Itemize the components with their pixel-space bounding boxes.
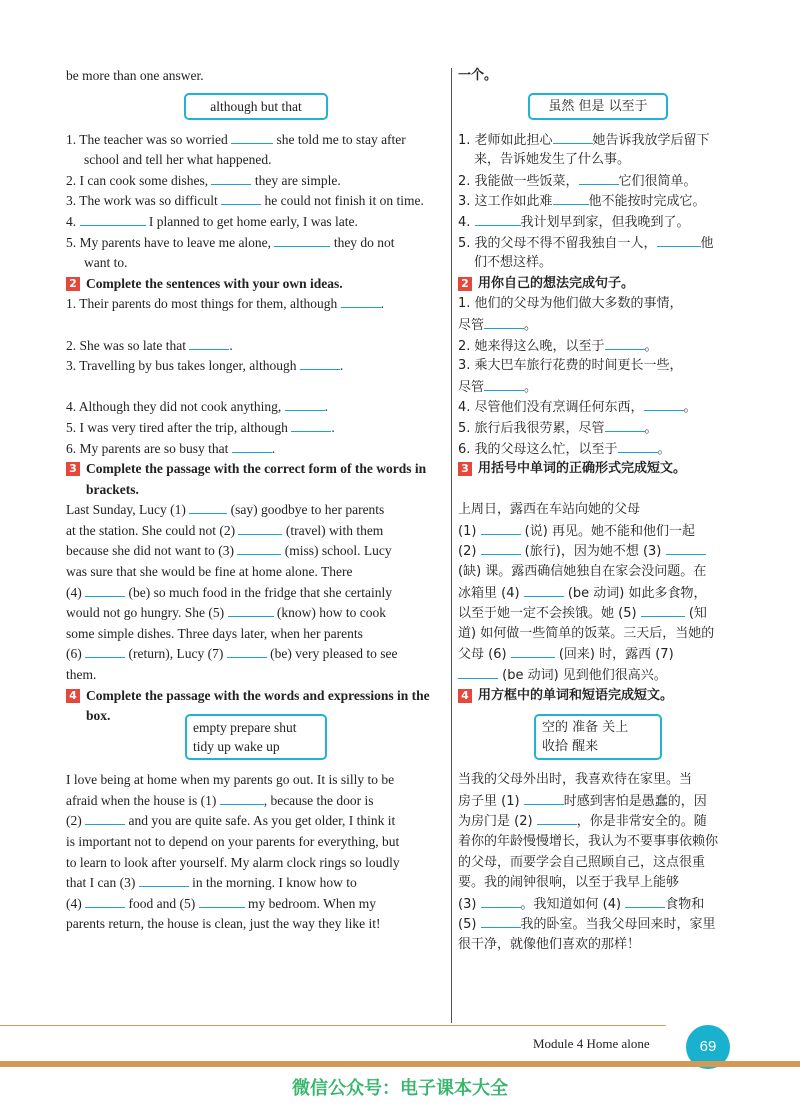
answer-blank[interactable] [189, 500, 227, 514]
answer-blank[interactable] [85, 811, 125, 825]
word-box-4-cn [534, 714, 662, 760]
passage-4-line: parents return, the house is clean, just the way they like it! [66, 916, 381, 932]
sentence-2-cn: 2. 我能做一些饭菜， 它们很简单。 [458, 171, 738, 192]
idea-1: 1. Their parents do most things for them, although . [66, 296, 384, 312]
intro-line: 一个。 [458, 68, 498, 83]
footer-rule [0, 1025, 666, 1026]
answer-blank[interactable] [300, 356, 340, 370]
idea-4: 4. Although they did not cook anything, . [66, 399, 328, 415]
answer-blank[interactable] [232, 439, 272, 453]
passage-4-cn-line: 房子里 (1) 时感到害怕是愚蠢的，因 [458, 791, 738, 812]
english-column [66, 66, 446, 935]
idea-3: 3. Travelling by bus takes longer, although . [66, 358, 344, 374]
answer-blank[interactable] [85, 583, 125, 597]
passage-3-line: because she did not want to (3) (miss) school. Lucy [66, 543, 392, 559]
section-4-heading: 4 Complete the passage with the words and expressions in the box. [66, 686, 446, 707]
idea-6-cn: 6. 我的父母这么忙，以至于 。 [458, 439, 738, 460]
answer-blank[interactable] [481, 894, 521, 908]
section-number-badge: 4 [458, 689, 472, 703]
sentence-3: 3. The work was so difficult he could not finish it on time. [66, 193, 424, 209]
answer-blank[interactable] [481, 914, 521, 928]
sentence-5-cont: want to. [84, 255, 128, 271]
word-box-1-cn: 虽然 但是 以至于 [528, 93, 668, 120]
passage-4-cn-line: 要。我的闹钟很响，以至于我早上能够 [458, 875, 680, 891]
passage-4-line: afraid when the house is (1) , because the door is [66, 792, 374, 808]
page-number: 69 [686, 1025, 730, 1069]
module-title: Module 4 Home alone [533, 1036, 650, 1051]
idea-2: 2. She was so late that . [66, 337, 233, 353]
answer-blank[interactable] [189, 336, 229, 350]
answer-blank[interactable] [605, 336, 645, 350]
answer-blank[interactable] [139, 873, 189, 887]
section-number-badge: 3 [66, 462, 80, 476]
answer-blank[interactable] [211, 171, 251, 185]
sentence-5-cn-cont: 们不想这样。 [474, 255, 553, 271]
answer-blank[interactable] [618, 439, 658, 453]
sentence-1-cont: school and tell her what happened. [84, 152, 272, 168]
section-3-heading: 3 Complete the passage with the correct form of the words in brackets. [66, 459, 446, 500]
word-box-1: although but that [184, 93, 328, 120]
box-line: 收拾 醒来 [542, 739, 599, 755]
passage-3-line: Last Sunday, Lucy (1) (say) goodbye to her parents [66, 502, 385, 518]
passage-3-cn-line: (缺) 课。露西确信她独自在家会没问题。在 [458, 564, 707, 580]
answer-blank[interactable] [228, 603, 274, 617]
idea-6: 6. My parents are so busy that . [66, 440, 276, 456]
passage-3-cn-line: 道) 如何做一些简单的饭菜。三天后，当她的 [458, 625, 715, 641]
idea-2-cn: 2. 她来得这么晚，以至于 。 [458, 336, 738, 357]
passage-3-cn-line: 上周日，露西在车站向她的父母 [458, 502, 641, 518]
passage-4-cn-line: 着你的年龄慢慢增长，我认为不要事事依赖你 [458, 834, 719, 849]
passage-3-line: some simple dishes. Three days later, when her parents [66, 625, 363, 641]
answer-blank[interactable] [85, 644, 125, 658]
column-divider [451, 68, 452, 1023]
answer-blank[interactable] [85, 894, 125, 908]
sentence-5: 5. My parents have to leave me alone, they do not [66, 234, 395, 250]
answer-blank[interactable] [341, 294, 381, 308]
passage-3-line: (6) (return), Lucy (7) (be) very pleased to see [66, 646, 398, 662]
section-number-badge: 2 [458, 277, 472, 291]
idea-3-cn: 3. 乘大巴车旅行花费的时间更长一些， [458, 358, 683, 374]
section-2-heading: 2 Complete the sentences with your own ideas. [66, 274, 446, 295]
answer-blank[interactable] [511, 644, 555, 658]
answer-blank[interactable] [484, 377, 524, 391]
answer-blank[interactable] [237, 541, 281, 555]
passage-3-line: them. [66, 667, 97, 683]
answer-blank[interactable] [231, 130, 273, 144]
passage-3-line: at the station. She could not (2) (travel) with them [66, 522, 384, 538]
passage-4-cn-line: 的父母，而要学会自己照顾自己，这点很重 [458, 854, 706, 870]
section-4-heading-cn: 4 用方框中的单词和短语完成短文。 [458, 686, 738, 707]
answer-blank[interactable] [657, 233, 701, 247]
passage-3-cn-line: (2) (旅行)，因为她不想 (3) [458, 541, 738, 562]
sentence-2: 2. I can cook some dishes, they are simple. [66, 172, 341, 188]
sentence-1-cn: 1. 老师如此担心 她告诉我放学后留下 [458, 130, 738, 151]
footer-band [0, 1061, 800, 1067]
answer-blank[interactable] [537, 811, 577, 825]
answer-blank[interactable] [553, 130, 593, 144]
chinese-column [458, 66, 738, 956]
passage-3-cn-line: 以至于她一定不会挨饿。她 (5) (知 [458, 603, 738, 624]
answer-blank[interactable] [220, 791, 264, 805]
idea-4-cn: 4. 尽管他们没有烹调任何东西， 。 [458, 397, 738, 418]
sentence-4: 4. I planned to get home early, I was late. [66, 213, 358, 229]
idea-1-cn: 1. 他们的父母为他们做大多数的事情， [458, 296, 683, 312]
section-3-heading-cn: 3 用括号中单词的正确形式完成短文。 [458, 459, 738, 480]
answer-blank[interactable] [475, 212, 521, 226]
passage-4-cn-line: (3) 。我知道如何 (4) 食物和 [458, 894, 738, 915]
passage-3-cn-line: (be 动词) 见到他们很高兴。 [458, 665, 738, 686]
box-line: tidy up wake up [193, 739, 280, 755]
answer-blank[interactable] [227, 644, 267, 658]
answer-blank[interactable] [625, 894, 665, 908]
answer-blank[interactable] [199, 894, 245, 908]
sentence-4-cn: 4. 我计划早到家，但我晚到了。 [458, 212, 738, 233]
section-2-heading-cn: 2 用你自己的想法完成句子。 [458, 274, 738, 295]
sentence-3-cn: 3. 这工作如此难 他不能按时完成它。 [458, 191, 738, 212]
answer-blank[interactable] [579, 171, 619, 185]
idea-1-cn-cont: 尽管 。 [458, 315, 738, 336]
answer-blank[interactable] [458, 665, 498, 679]
passage-3-cn-line: 父母 (6) (回来) 时，露西 (7) [458, 644, 738, 665]
passage-4-line: I love being at home when my parents go out. It is silly to be [66, 772, 395, 788]
answer-blank[interactable] [524, 791, 564, 805]
passage-3-line: (4) (be) so much food in the fridge that she certainly [66, 584, 393, 600]
passage-3-line: would not go hungry. She (5) (know) how to cook [66, 605, 386, 621]
sentence-1-cn-cont: 来，告诉她发生了什么事。 [474, 152, 631, 168]
answer-blank[interactable] [666, 541, 706, 555]
passage-4-line: (2) and you are quite safe. As you get older, I think it [66, 813, 396, 829]
answer-blank[interactable] [641, 603, 685, 617]
answer-blank[interactable] [285, 397, 325, 411]
answer-blank[interactable] [481, 541, 521, 555]
passage-4-line: to learn to look after yourself. My alarm clock rings so loudly [66, 854, 400, 870]
answer-blank[interactable] [274, 233, 330, 247]
passage-4-cn-line: 很干净，就像他们喜欢的那样！ [458, 936, 641, 952]
answer-blank[interactable] [238, 521, 282, 535]
answer-blank[interactable] [291, 418, 331, 432]
answer-blank[interactable] [484, 315, 524, 329]
intro-line: be more than one answer. [66, 68, 204, 83]
passage-3-line: was sure that she would be fine at home alone. There [66, 564, 353, 580]
passage-3-cn-line: (1) (说) 再见。她不能和他们一起 [458, 521, 738, 542]
idea-3-cn-cont: 尽管 。 [458, 377, 738, 398]
spacer [66, 377, 446, 398]
section-number-badge: 4 [66, 689, 80, 703]
spacer [66, 315, 446, 336]
passage-4-cn-line: (5) 我的卧室。当我父母回来时，家里 [458, 914, 738, 935]
answer-blank[interactable] [605, 418, 645, 432]
passage-4-line: that I can (3) in the morning. I know how to [66, 875, 357, 891]
section-number-badge: 2 [66, 277, 80, 291]
answer-blank[interactable] [481, 521, 521, 535]
answer-blank[interactable] [524, 583, 564, 597]
answer-blank[interactable] [644, 397, 684, 411]
passage-4-cn-line: 为房门是 (2) ，你是非常安全的。随 [458, 811, 738, 832]
spacer [458, 480, 738, 501]
sentence-5-cn: 5. 我的父母不得不留我独自一人， 他 [458, 233, 738, 254]
watermark: 微信公众号：电子课本大全 [292, 1078, 508, 1099]
box-line: empty prepare shut [193, 720, 297, 736]
passage-4-line: is important not to depend on your parents for everything, but [66, 834, 400, 849]
passage-4-line: (4) food and (5) my bedroom. When my [66, 895, 376, 911]
passage-3-cn-line: 冰箱里 (4) (be 动词) 如此多食物， [458, 583, 738, 604]
section-number-badge: 3 [458, 462, 472, 476]
idea-5-cn: 5. 旅行后我很劳累，尽管 。 [458, 418, 738, 439]
idea-5: 5. I was very tired after the trip, although . [66, 419, 335, 435]
answer-blank[interactable] [553, 191, 589, 205]
passage-4-cn-line: 当我的父母外出时，我喜欢待在家里。当 [458, 772, 693, 788]
answer-blank[interactable] [221, 191, 261, 205]
sentence-1: 1. The teacher was so worried she told me to stay after [66, 131, 406, 147]
answer-blank[interactable] [80, 212, 146, 226]
box-line: 空的 准备 关上 [542, 720, 629, 736]
